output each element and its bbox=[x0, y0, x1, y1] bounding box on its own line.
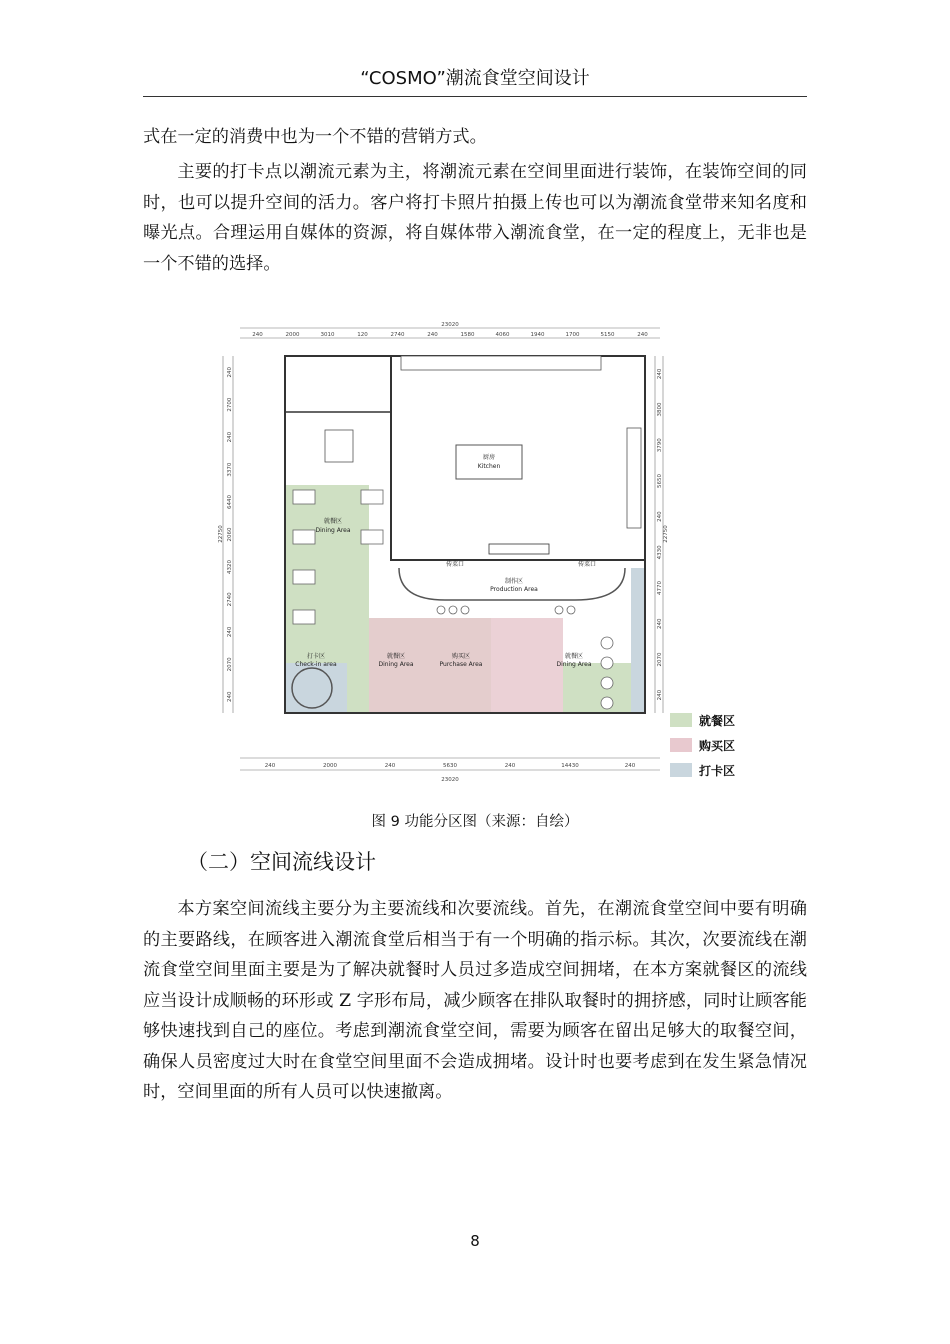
dim-left-segments-label: 2740 bbox=[227, 592, 233, 607]
dining-centre-label-cn: 就餐区 bbox=[386, 653, 406, 660]
legend-label-dining: 就餐区 bbox=[699, 714, 736, 728]
dim-top-segments-label: 2000 bbox=[285, 332, 300, 338]
paragraph-2: 主要的打卡点以潮流元素为主，将潮流元素在空间里面进行装饰，在装饰空间的同时，也可以提升空间的活力。客户将打卡照片拍摄上传也可以为潮流食堂带来知名度和曝光点。合理运用自媒体的资源，将自媒体带入潮流食堂，在一定的程度上，无非也是一个不错的选择。 bbox=[143, 162, 807, 274]
dim-right-segments-label: 3800 bbox=[657, 402, 663, 417]
running-header-title: “COSMO”潮流食堂空间设计 bbox=[360, 68, 590, 89]
dim-top-segments-label: 5150 bbox=[600, 332, 615, 338]
production-label-cn: 制作区 bbox=[504, 578, 524, 585]
dim-right-total: 22750 bbox=[663, 525, 669, 543]
restroom-block bbox=[285, 356, 391, 412]
dim-left-segments bbox=[227, 366, 233, 702]
dim-right-segments-label: 240 bbox=[657, 511, 663, 522]
dim-right-segments-label: 240 bbox=[657, 689, 663, 701]
dim-bottom-segments-label: 5630 bbox=[443, 763, 457, 769]
legend bbox=[670, 713, 735, 778]
purchase-label-cn: 购买区 bbox=[451, 653, 471, 660]
checkin-label-en: Check-in area bbox=[295, 661, 337, 668]
dim-top-segments bbox=[252, 332, 648, 338]
dim-top-segments-label: 3010 bbox=[320, 332, 335, 338]
dim-bottom-segments-label: 14430 bbox=[561, 763, 579, 769]
dim-right-segments-label: 4330 bbox=[657, 545, 663, 560]
paragraph-3: 本方案空间流线主要分为主要流线和次要流线。首先，在潮流食堂空间中要有明确的主要路线，在顾客进入潮流食堂后相当于有一个明确的指示标。其次，次要流线在潮流食堂空间里面主要是为了解决就餐时人员过多造成空间拥堵，在本方案就餐区的流线应当设计成顺畅的环形或 Z 字形布局，减少顾客在排队取餐时的拥挤感，同时让顾客能够快速找到自己的座位。考虑到潮流食堂空间，需要为顾客在留出足够大的取餐空间，确保人员密度过大时在食堂空间里面不会造成拥堵。设计时也要考虑到在发生紧急情况时，空间里面的所有人员可以快速撤离。 bbox=[143, 899, 807, 1102]
serve-window-right: 传菜口 bbox=[577, 561, 597, 568]
dim-right-segments-label: 240 bbox=[657, 618, 663, 629]
dim-left-segments-label: 240 bbox=[227, 366, 233, 378]
dining-right-label-en: Dining Area bbox=[556, 661, 592, 668]
functional-zoning-plan bbox=[215, 318, 760, 783]
zone-checkin-right bbox=[631, 568, 645, 713]
dim-bottom-segments-label: 240 bbox=[504, 763, 516, 769]
dim-top-segments-label: 240 bbox=[427, 332, 438, 338]
section-heading: （二）空间流线设计 bbox=[187, 850, 376, 874]
dim-bottom-segments-label: 2000 bbox=[323, 763, 337, 769]
dim-left-segments-label: 240 bbox=[227, 626, 233, 638]
legend-swatch-checkin bbox=[670, 763, 692, 777]
dim-top-segments-label: 240 bbox=[252, 332, 263, 338]
purchase-label-en: Purchase Area bbox=[439, 661, 483, 668]
dim-bottom-segments-label: 240 bbox=[624, 763, 636, 769]
entry-vestibule bbox=[325, 430, 353, 462]
legend-label-purchase: 购买区 bbox=[699, 739, 736, 753]
dim-right-segments-label: 4770 bbox=[657, 581, 663, 596]
dining-left-label-cn: 就餐区 bbox=[323, 518, 343, 525]
dim-right-segments-label: 3790 bbox=[657, 438, 663, 453]
dim-bottom-segments-label: 240 bbox=[264, 763, 276, 769]
serve-window-left: 传菜口 bbox=[445, 561, 465, 568]
legend-swatch-purchase bbox=[670, 738, 692, 752]
dim-top-segments-label: 120 bbox=[357, 332, 368, 338]
kitchen-label-en: Kitchen bbox=[477, 463, 501, 470]
floor-plan-drawing bbox=[215, 318, 760, 783]
dim-left-total: 22750 bbox=[218, 525, 224, 543]
production-label-en: Production Area bbox=[490, 586, 538, 593]
dim-top-segments-label: 1580 bbox=[460, 332, 475, 338]
kitchen-side-counter bbox=[627, 428, 641, 528]
header-divider bbox=[143, 96, 807, 97]
dim-right-segments-label: 2070 bbox=[657, 652, 663, 667]
kitchen-label-cn: 厨房 bbox=[482, 454, 496, 461]
dim-top-segments-label: 1700 bbox=[565, 332, 580, 338]
dim-bottom-segments bbox=[265, 763, 636, 769]
zone-checkin-left bbox=[285, 663, 347, 713]
dim-left-segments-label: 240 bbox=[227, 431, 233, 443]
stools-production bbox=[437, 606, 575, 614]
dim-left-segments-label: 2700 bbox=[227, 397, 233, 412]
checkin-label-cn: 打卡区 bbox=[306, 653, 326, 660]
dim-left-segments-label: 3370 bbox=[227, 462, 233, 477]
dim-bottom-total: 23020 bbox=[441, 777, 459, 783]
dim-top-segments-label: 1940 bbox=[530, 332, 545, 338]
kitchen-counter bbox=[401, 356, 601, 370]
dining-right-label-cn: 就餐区 bbox=[564, 653, 584, 660]
dim-top-segments-label: 4060 bbox=[495, 332, 510, 338]
dim-top-segments-label: 2740 bbox=[390, 332, 405, 338]
dim-top-total: 23020 bbox=[441, 322, 459, 328]
page-number: 8 bbox=[470, 1232, 480, 1250]
zone-dining-right bbox=[563, 663, 631, 713]
paragraph-1: 式在一定的消费中也为一个不错的营销方式。 bbox=[143, 127, 487, 147]
dim-right-segments-label: 5650 bbox=[657, 473, 663, 488]
dim-top-segments-label: 240 bbox=[637, 332, 648, 338]
legend-label-checkin: 打卡区 bbox=[699, 764, 736, 778]
kitchen-island bbox=[456, 445, 522, 479]
dim-right-segments-label: 240 bbox=[657, 368, 663, 380]
figure-caption: 图 9 功能分区图（来源：自绘） bbox=[371, 814, 579, 830]
kitchen-door bbox=[489, 544, 549, 554]
dining-left-label-en: Dining Area bbox=[315, 527, 351, 534]
dim-left-segments-label: 6440 bbox=[227, 495, 233, 510]
dim-left-segments-label: 240 bbox=[227, 691, 233, 703]
dim-left-segments-label: 4320 bbox=[227, 559, 233, 574]
dining-centre-label-en: Dining Area bbox=[378, 661, 414, 668]
dim-left-segments-label: 2060 bbox=[227, 527, 233, 542]
legend-swatch-dining bbox=[670, 713, 692, 727]
dim-bottom-segments-label: 240 bbox=[384, 763, 396, 769]
dim-left-segments-label: 2070 bbox=[227, 657, 233, 672]
